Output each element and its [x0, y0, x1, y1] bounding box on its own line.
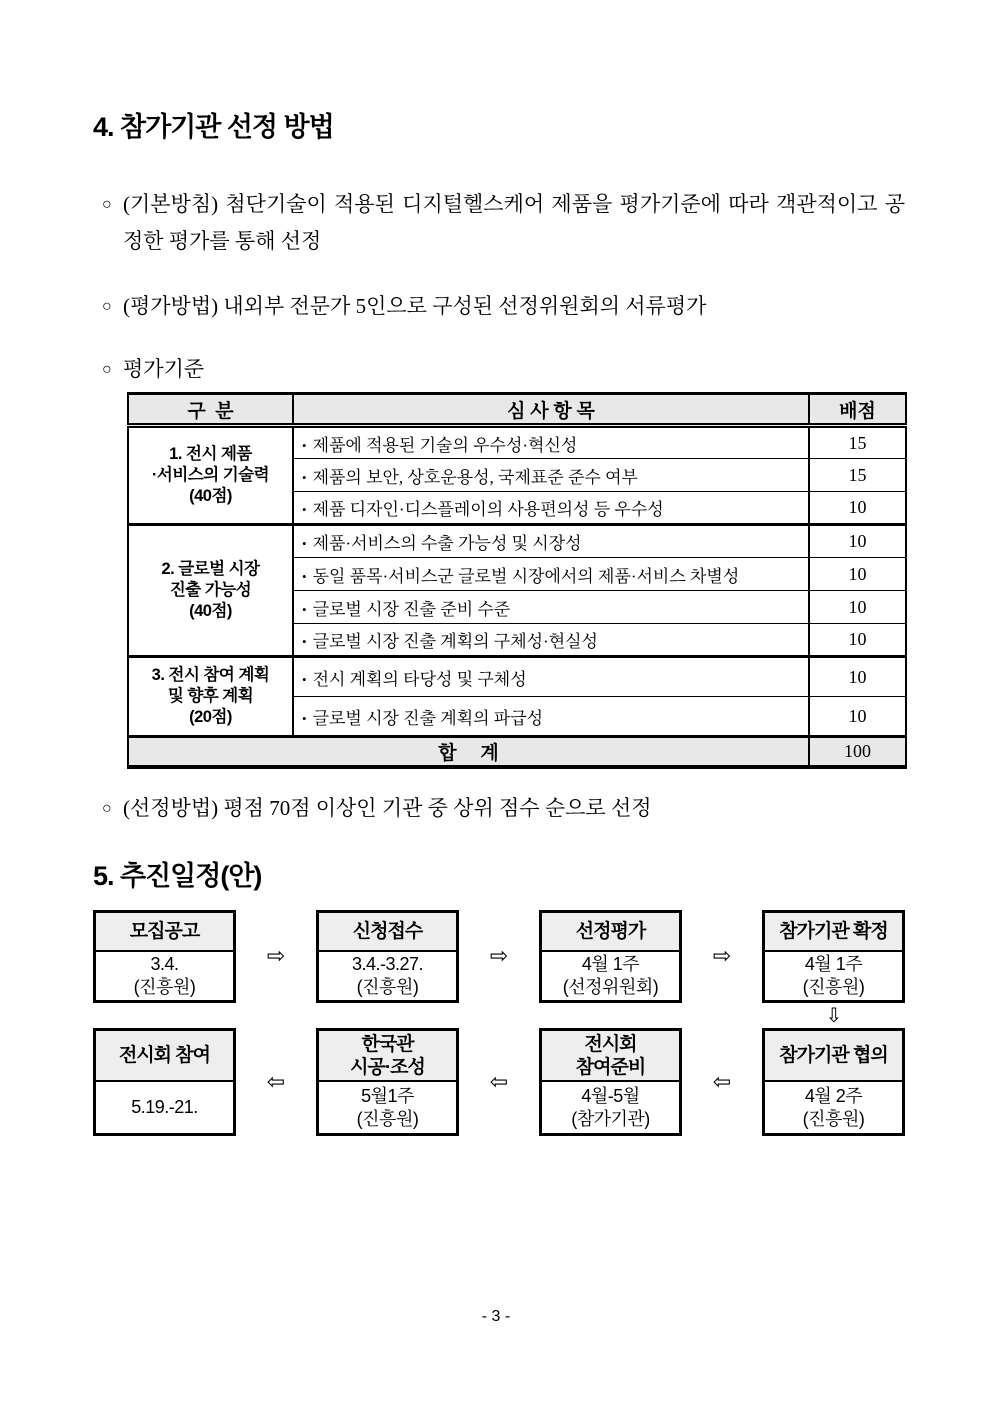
flow-title-line: 참여준비 — [575, 1056, 646, 1078]
circle-bullet-icon: ○ — [102, 800, 112, 817]
dot-bullet-icon: • — [302, 601, 307, 617]
flow-title-line: 선정평가 — [575, 921, 646, 942]
item-text: 글로벌 시장 진출 준비 수준 — [312, 599, 511, 619]
flow-box-title — [765, 913, 902, 952]
category-line: (40점) — [189, 487, 232, 505]
points-cell: 10 — [809, 591, 906, 624]
dot-bullet-icon: • — [302, 437, 307, 453]
arrow-right-icon: ⇨ — [489, 944, 509, 969]
table-total-row — [128, 737, 906, 768]
dot-bullet-icon: • — [302, 568, 307, 584]
item-cell — [293, 525, 809, 558]
dot-bullet-icon: • — [302, 671, 307, 687]
flow-box-title — [96, 1031, 233, 1082]
flow-title-line: 한국관 — [361, 1033, 414, 1055]
flow-row-gap — [93, 1003, 905, 1028]
item-text: 동일 품목·서비스군 글로벌 시장에서의 제품·서비스 차별성 — [312, 566, 740, 586]
paragraph-selection-method — [93, 790, 905, 827]
item-cell — [293, 558, 809, 591]
flow-box-body — [765, 952, 902, 1000]
paragraph-text: (평가방법) 내외부 전문가 5인으로 구성된 선정위원회의 서류평가 — [123, 294, 707, 318]
item-cell — [293, 624, 809, 657]
arrow-right-icon: ⇨ — [712, 944, 732, 969]
flow-title-line: 신청접수 — [352, 921, 423, 942]
category-line: (40점) — [189, 602, 232, 620]
flow-title-line: 전시회 참여 — [118, 1045, 211, 1066]
flow-box-body — [542, 1082, 679, 1133]
arrow-left-icon: ⇦ — [489, 1069, 509, 1095]
flow-box-title — [319, 1031, 456, 1082]
category-line: (20점) — [189, 708, 232, 726]
points-cell: 10 — [809, 657, 906, 697]
flow-body-line: 5월1주 — [361, 1085, 414, 1106]
item-text: 제품에 적용된 기술의 우수성·혁신성 — [312, 435, 578, 455]
points-cell: 10 — [809, 624, 906, 657]
dot-bullet-icon: • — [302, 710, 307, 726]
flow-box-title — [319, 913, 456, 952]
flow-body-line: 4월 1주 — [804, 954, 863, 974]
paragraph-text: 평가기준 — [123, 357, 205, 381]
flow-box-exhibition-participation — [93, 1028, 236, 1136]
flow-box-exhibition-preparation — [539, 1028, 682, 1136]
flow-box-selection-evaluation — [539, 910, 682, 1003]
flow-body-line: 4월 1주 — [581, 954, 640, 974]
category-line: 3. 전시 참여 계획 — [151, 666, 270, 684]
flow-box-participant-confirmation — [762, 910, 905, 1003]
item-text: 전시 계획의 타당성 및 구체성 — [312, 669, 527, 689]
category-line: 진출 가능성 — [169, 581, 252, 599]
flow-box-title — [96, 913, 233, 952]
item-cell — [293, 426, 809, 459]
section5-heading: 5. 추진일정(안) — [93, 861, 262, 891]
flow-box-title — [542, 1031, 679, 1082]
flow-body-line: (참가기관) — [571, 1108, 650, 1129]
flow-body-line: (진흥원) — [356, 977, 419, 997]
item-text: 제품 디자인·디스플레이의 사용편의성 등 우수성 — [312, 500, 664, 519]
points-cell: 15 — [809, 459, 906, 492]
category-line: 및 향후 계획 — [167, 687, 254, 705]
evaluation-criteria-table — [127, 392, 907, 769]
flow-box-title — [542, 913, 679, 952]
flow-body-line: (진흥원) — [802, 977, 865, 997]
arrow-left-icon: ⇦ — [712, 1069, 732, 1095]
category-line: 1. 전시 제품 — [169, 445, 252, 463]
item-text: 글로벌 시장 진출 계획의 구체성·현실성 — [312, 632, 598, 651]
item-cell — [293, 591, 809, 624]
schedule-flowchart — [93, 910, 905, 1136]
points-cell: 10 — [809, 697, 906, 737]
schedule-row-2 — [93, 1028, 905, 1136]
item-text: 제품의 보안, 상호운용성, 국제표준 준수 여부 — [312, 467, 638, 487]
flow-body-line: 4월 2주 — [804, 1085, 863, 1106]
flow-body-line: 3.4. — [150, 954, 179, 974]
schedule-row-1 — [93, 910, 905, 1003]
category-cell — [128, 525, 293, 657]
arrow-down-icon: ⇩ — [825, 1003, 843, 1027]
arrow-left-icon: ⇦ — [266, 1069, 286, 1095]
table-row — [128, 525, 906, 558]
item-text: 제품·서비스의 수출 가능성 및 시장성 — [312, 534, 582, 553]
dot-bullet-icon: • — [302, 502, 307, 517]
flow-box-body — [542, 952, 679, 1000]
flow-title-line: 시공·조성 — [350, 1056, 425, 1078]
item-cell — [293, 657, 809, 697]
flow-box-body — [96, 952, 233, 1000]
paragraph-eval-method — [93, 288, 905, 325]
category-line: ·서비스의 기술력 — [151, 466, 270, 484]
item-text: 글로벌 시장 진출 계획의 파급성 — [312, 708, 544, 728]
dot-bullet-icon: • — [302, 536, 307, 551]
item-cell — [293, 492, 809, 525]
column-header-category: 구 분 — [128, 394, 293, 426]
paragraph-text: (선정방법) 평점 70점 이상인 기관 중 상위 점수 순으로 선정 — [123, 796, 652, 820]
page-number: - 3 - — [481, 1308, 511, 1325]
flow-box-body — [96, 1082, 233, 1133]
column-header-points: 배점 — [809, 394, 906, 426]
table-row — [128, 657, 906, 697]
flow-body-line: (진흥원) — [133, 977, 196, 997]
flow-body-line: 3.4.-3.27. — [351, 954, 424, 974]
total-points-cell: 100 — [809, 737, 906, 768]
flow-title-line: 참가기관 확정 — [779, 921, 888, 942]
circle-bullet-icon: ○ — [102, 361, 112, 378]
item-cell — [293, 697, 809, 737]
points-cell: 10 — [809, 492, 906, 525]
category-cell — [128, 657, 293, 737]
flow-box-body — [319, 1082, 456, 1133]
paragraph-basic-policy — [93, 186, 905, 260]
category-line: 2. 글로벌 시장 — [161, 560, 260, 578]
table-row — [128, 426, 906, 459]
flow-body-line: (진흥원) — [356, 1108, 419, 1129]
total-label-cell: 합 계 — [128, 737, 809, 768]
dot-bullet-icon: • — [302, 634, 307, 649]
circle-bullet-icon: ○ — [102, 196, 112, 213]
flow-box-body — [319, 952, 456, 1000]
points-cell: 10 — [809, 558, 906, 591]
flow-box-participant-consultation — [762, 1028, 905, 1136]
flow-box-application — [316, 910, 459, 1003]
section4-heading: 4. 참가기관 선정 방법 — [93, 112, 334, 142]
flow-title-line: 모집공고 — [129, 921, 200, 942]
points-cell: 10 — [809, 525, 906, 558]
table-header-row — [128, 394, 906, 426]
flow-box-title — [765, 1031, 902, 1082]
flow-body-line: 4월-5월 — [581, 1085, 640, 1106]
item-cell — [293, 459, 809, 492]
arrow-right-icon: ⇨ — [266, 944, 286, 969]
flow-body-line: 5.19.-21. — [131, 1097, 198, 1117]
flow-body-line: (선정위원회) — [562, 977, 659, 997]
points-cell: 15 — [809, 426, 906, 459]
flow-box-body — [765, 1082, 902, 1133]
column-header-item: 심 사 항 목 — [293, 394, 809, 426]
flow-title-line: 전시회 — [584, 1033, 637, 1055]
flow-box-korea-pavilion-construction — [316, 1028, 459, 1136]
flow-title-line: 참가기관 협의 — [779, 1045, 888, 1066]
dot-bullet-icon: • — [302, 469, 307, 485]
flow-body-line: (진흥원) — [802, 1108, 865, 1129]
paragraph-text: (기본방침) 첨단기술이 적용된 디지털헬스케어 제품을 평가기준에 따라 객관적이고 공정한 평가를 통해 선정 — [123, 192, 905, 253]
paragraph-eval-criteria — [93, 351, 905, 388]
circle-bullet-icon: ○ — [102, 298, 112, 315]
flow-box-recruitment-notice — [93, 910, 236, 1003]
category-cell — [128, 426, 293, 525]
